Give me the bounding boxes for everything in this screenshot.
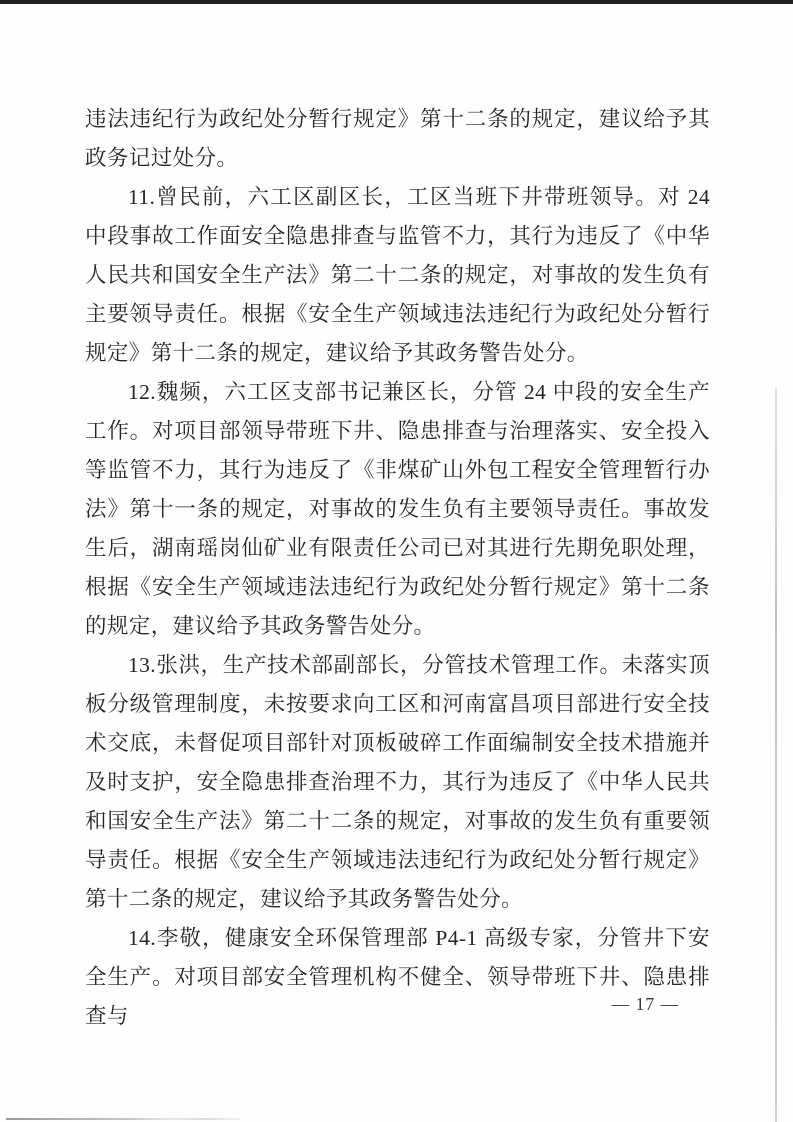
text-block bbox=[85, 100, 710, 1036]
para-item-13: 13.张洪，生产技术部副部长，分管技术管理工作。未落实顶板分级管理制度，未按要求向工区和河南富昌项目部进行安全技术交底，未督促项目部针对顶板破碎工作面编制安全技术措施并及时支护，安全隐患排查治理不力，其行为违反了《中华人民共和国安全生产法》第二十二条的规定，对事故的发生负有重要领导责任。根据《安全生产领域违法违纪行为政纪处分暂行规定》第十二条的规定，建议给予其政务警告处分。 bbox=[85, 653, 710, 911]
para-item-11: 11.曾民前，六工区副区长，工区当班下井带班领导。对 24 中段事故工作面安全隐患排查与监管不力，其行为违反了《中华人民共和国安全生产法》第二十二条的规定，对事故的发生负有主要领导责任。根据《安全生产领域违法违纪行为政纪处分暂行规定》第十二条的规定，建议给予其政务警告处分。 bbox=[85, 185, 710, 365]
scan-edge-right bbox=[775, 388, 777, 1122]
page-number: — 17 — bbox=[611, 994, 679, 1014]
scan-edge-top bbox=[0, 0, 793, 4]
scan-edge-bottom bbox=[6, 1118, 241, 1120]
para-item-14: 14.李敬，健康安全环保管理部 P4-1 高级专家，分管井下安全生产。对项目部安全管理机构不健全、领导带班下井、隐患排查与 bbox=[85, 926, 710, 1028]
para-continuation: 违法违纪行为政纪处分暂行规定》第十二条的规定，建议给予其政务记过处分。 bbox=[85, 107, 710, 170]
para-item-12: 12.魏频，六工区支部书记兼区长，分管 24 中段的安全生产工作。对项目部领导带班下井、隐患排查与治理落实、安全投入等监管不力，其行为违反了《非煤矿山外包工程安全管理暂行办法》第十一条的规定，对事故的发生负有主要领导责任。事故发生后，湖南瑶岗仙矿业有限责任公司已对其进行先期免职处理，根据《安全生产领域违法违纪行为政纪处分暂行规定》第十二条的规定，建议给予其政务警告处分。 bbox=[85, 380, 710, 638]
